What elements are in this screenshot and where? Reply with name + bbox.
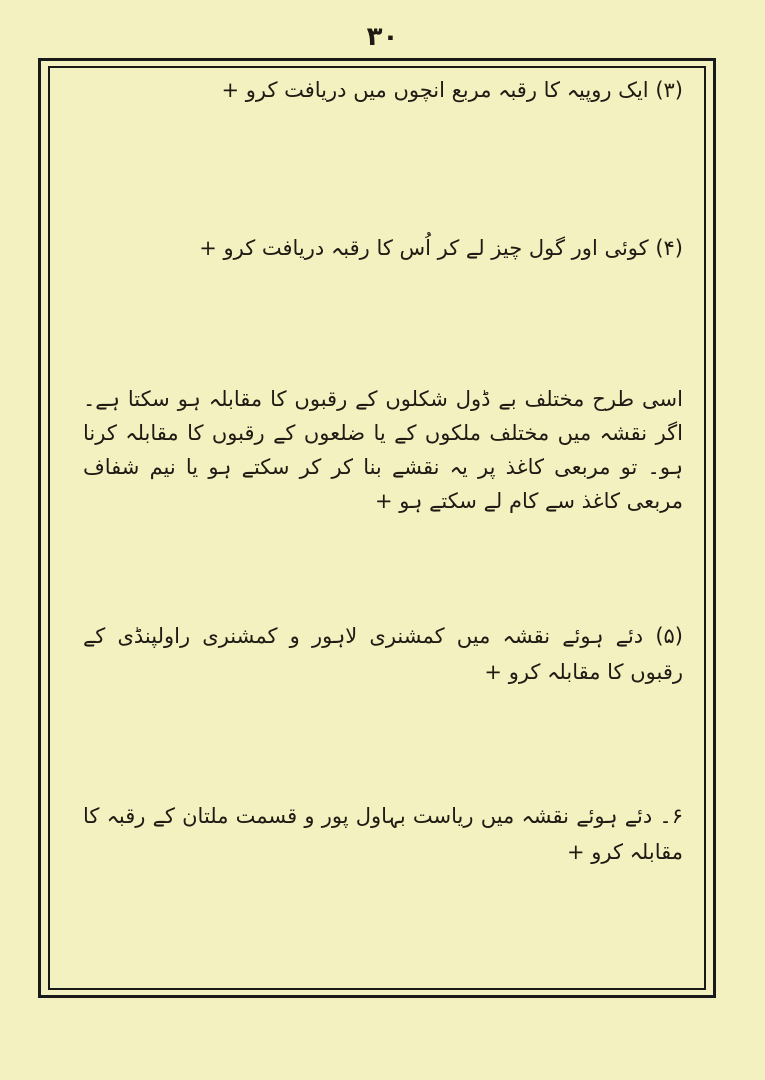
explanation-text: اسی طرح مختلف بے ڈول شکلوں کے رقبوں کا مقابلہ ہو سکتا ہے۔ اگر نقشہ میں مختلف ملکوں کے یا ضلعوں کے رقبوں کا مقابلہ کرنا ہو۔ تو مربعی کاغذ پر یہ نقشے بنا کر کر سکتے ہو یا نیم شفاف مربعی کاغذ سے کام لے سکتے ہو + (83, 387, 683, 513)
exercise-5 (83, 618, 683, 690)
exercise-6-text: ۶۔ دئے ہوئے نقشہ میں ریاست بہاول پور و قسمت ملتان کے رقبہ کا مقابلہ کرو + (83, 804, 683, 864)
page-number: ۳۰ (366, 22, 399, 52)
exercise-4 (83, 230, 683, 266)
exercise-3-text: (۳) ایک روپیہ کا رقبہ مربع انچوں میں دریافت کرو + (221, 78, 683, 102)
exercise-3 (83, 72, 683, 108)
exercise-4-text: (۴) کوئی اور گول چیز لے کر اُس کا رقبہ دریافت کرو + (199, 236, 683, 260)
exercise-5-text: (۵) دئے ہوئے نقشہ میں کمشنری لاہور و کمشنری راولپنڈی کے رقبوں کا مقابلہ کرو + (83, 624, 683, 684)
explanation-paragraph (83, 382, 683, 518)
exercise-6 (83, 798, 683, 870)
